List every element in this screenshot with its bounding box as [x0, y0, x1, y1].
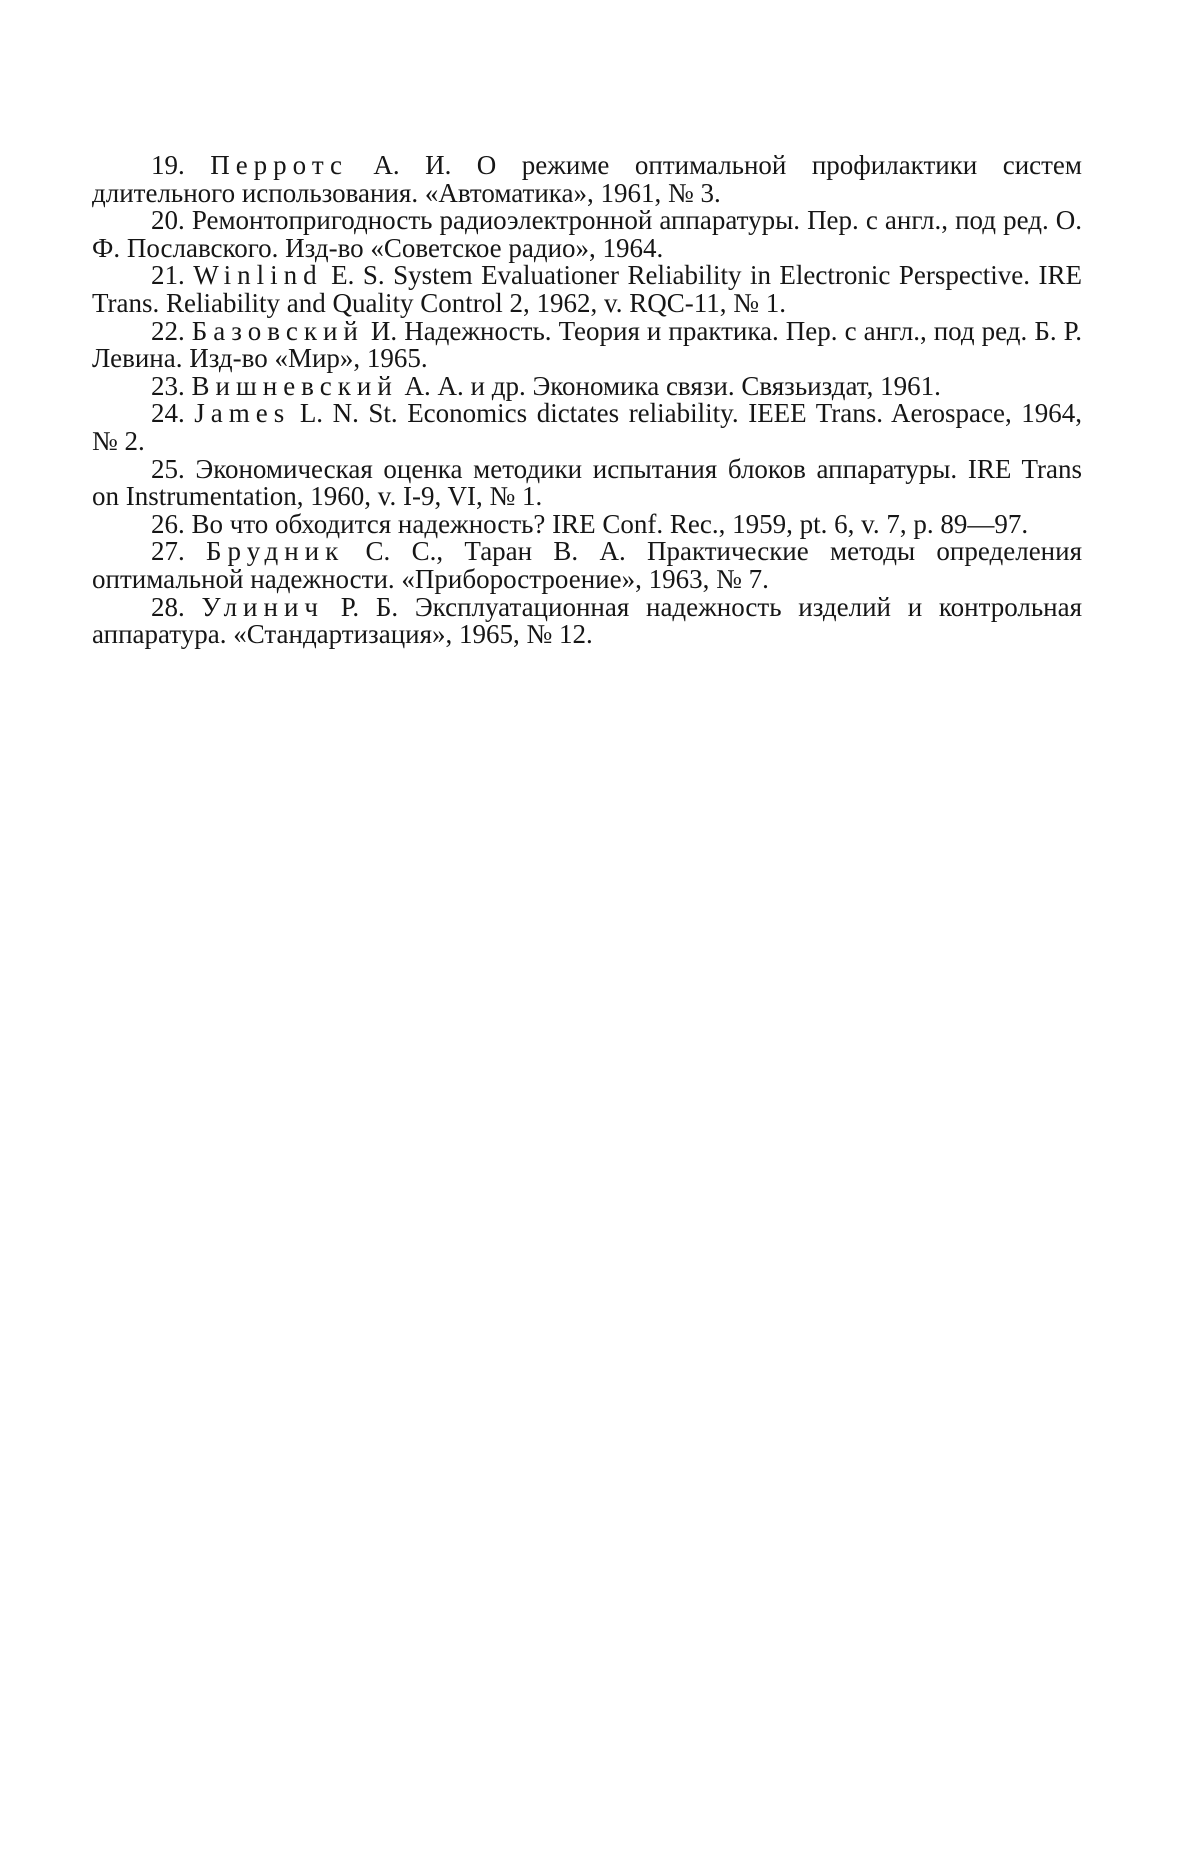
- reference-author: Winlind: [193, 260, 323, 291]
- reference-item-20: [92, 207, 1082, 262]
- reference-number: 25.: [151, 453, 185, 484]
- reference-item-27: [92, 538, 1082, 593]
- reference-number: 26.: [151, 508, 185, 539]
- reference-number: 27.: [151, 536, 185, 567]
- reference-text: Ремонтопригодность радиоэлектронной аппаратуры. Пер. с англ., под ред. О. Ф. Пославского. Изд-во «Советское радио», 1964.: [92, 205, 1083, 263]
- reference-number: 24.: [151, 398, 185, 429]
- reference-item-25: [92, 453, 1083, 512]
- reference-text: И. Надежность. Теория и практика. Пер. с англ., под ред. Б. Р. Левина. Изд-во «Мир», 1965.: [92, 315, 1083, 374]
- reference-item-23: [92, 370, 1082, 401]
- reference-item-28: [92, 591, 1083, 650]
- reference-text: Р. Б. Эксплуатационная надежность изделий и контрольная аппаратура. «Стандартизация», 1965, № 12.: [92, 591, 1083, 650]
- reference-author: Перротс: [210, 150, 348, 180]
- reference-text: L. N. St. Economics dictates reliability. IEEE Trans. Aerospace, 1964, № 2.: [92, 398, 1083, 456]
- reference-item-19: [92, 152, 1082, 207]
- reference-author: James: [194, 398, 291, 429]
- reference-number: 21.: [151, 260, 185, 291]
- reference-item-24: [92, 400, 1082, 455]
- reference-number: 23.: [151, 370, 185, 401]
- reference-item-21: [92, 262, 1082, 317]
- reference-text: E. S. System Evaluationer Reliability in Electronic Perspective. IRE Trans. Reliability and Quality Control 2, 1962, v. RQC-11, № 1.: [92, 260, 1082, 318]
- reference-author: Улинич: [201, 591, 324, 622]
- reference-item-22: [92, 315, 1083, 374]
- reference-author: Базовский: [191, 315, 364, 346]
- reference-number: 28.: [151, 591, 185, 622]
- reference-author: Брудник: [206, 536, 345, 567]
- reference-text: А. А. и др. Экономика связи. Связьиздат, 1961.: [397, 370, 941, 401]
- reference-author: Вишневский: [191, 370, 398, 401]
- reference-list: [92, 152, 1082, 649]
- reference-item-26: [92, 508, 1082, 539]
- reference-number: 19.: [151, 150, 185, 180]
- reference-text: А. И. О режиме оптимальной профилактики систем длительного использования. «Автоматика», 1961, № 3.: [92, 150, 1082, 208]
- reference-text: Экономическая оценка методики испытания блоков аппаратуры. IRE Trans on Instrumentation, 1960, v. I-9, VI, № 1.: [92, 453, 1083, 512]
- reference-text: Во что обходится надежность? IRE Conf. Rec., 1959, pt. 6, v. 7, p. 89—97.: [191, 508, 1029, 539]
- reference-number: 20.: [151, 205, 185, 236]
- reference-text: С. С., Таран В. А. Практические методы определения оптимальной надежности. «Приборостроение», 1963, № 7.: [92, 536, 1083, 594]
- reference-number: 22.: [151, 315, 185, 346]
